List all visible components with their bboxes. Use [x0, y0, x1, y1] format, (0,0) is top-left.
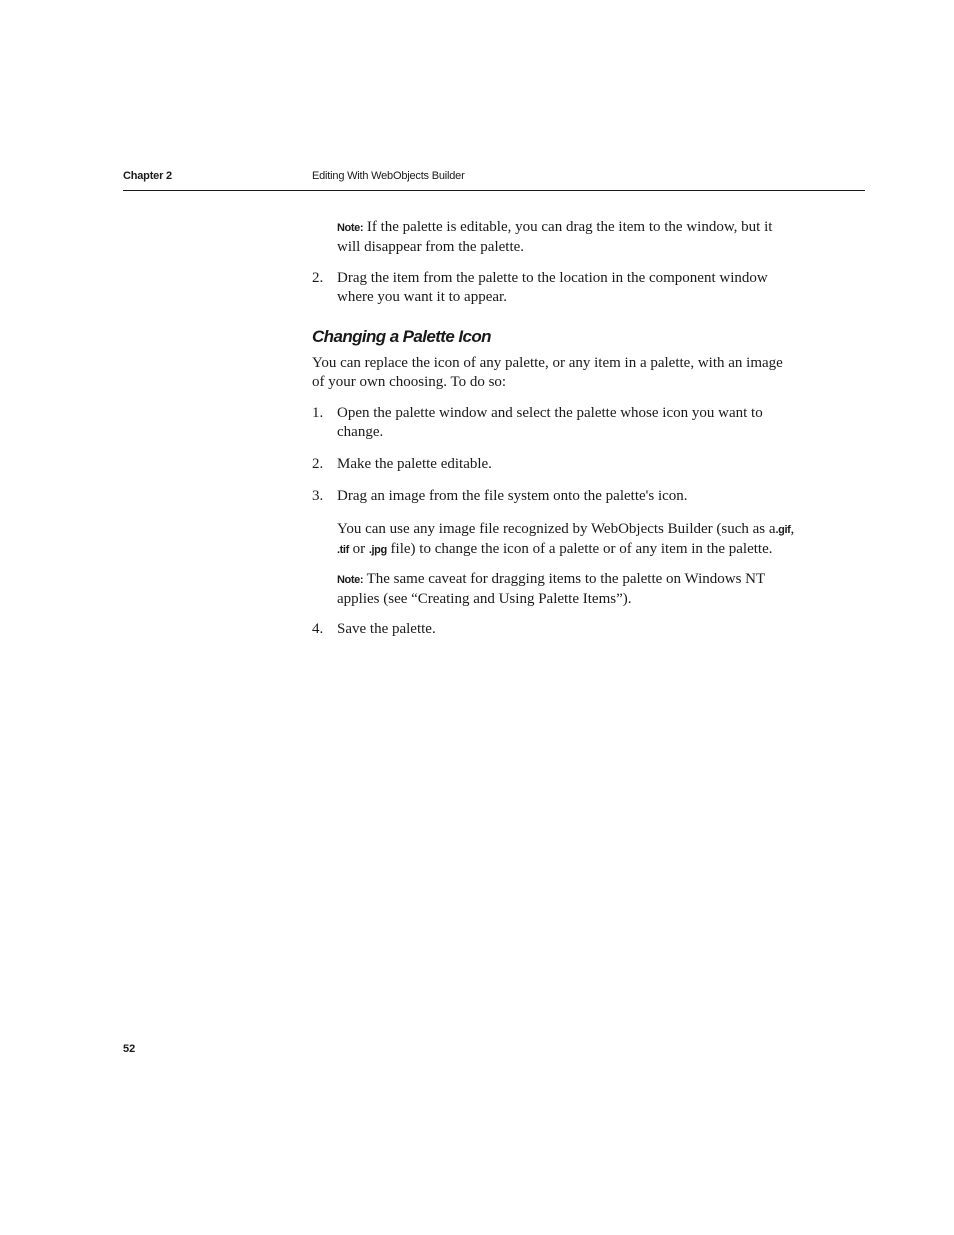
- step-number: 4.: [312, 621, 324, 637]
- step-text: Save the palette.: [337, 621, 436, 637]
- step-text: Drag an image from the file system onto the palette's icon.: [337, 488, 688, 504]
- note-paragraph: [337, 570, 797, 609]
- running-header-title: Editing With WebObjects Builder: [312, 170, 465, 182]
- tif-extension: .tif: [337, 544, 349, 556]
- step-text: Make the palette editable.: [337, 456, 492, 472]
- note-text: If the palette is editable, you can drag the item to the window, but it will disappear from the palette.: [337, 219, 773, 255]
- note-label: Note:: [337, 574, 364, 586]
- section-heading: Changing a Palette Icon: [312, 327, 491, 346]
- section-intro: You can replace the icon of any palette, or any item in a palette, with an image of your own choosing. To do so:: [312, 355, 783, 390]
- note-paragraph: [337, 218, 797, 257]
- step-number: 2.: [312, 270, 324, 286]
- image-file-paragraph: [337, 520, 797, 560]
- page-number: 52: [123, 1043, 136, 1055]
- step-text: Open the palette window and select the palette whose icon you want to change.: [337, 405, 763, 440]
- step-number: 1.: [312, 405, 324, 421]
- step-number: 3.: [312, 488, 324, 504]
- step-text: Drag the item from the palette to the location in the component window where you want it to appear.: [337, 270, 768, 305]
- image-para-text: You can use any image file recognized by WebObjects Builder (such as a: [337, 521, 776, 537]
- step-number: 2.: [312, 456, 324, 472]
- chapter-label: Chapter 2: [123, 170, 172, 182]
- jpg-extension: .jpg: [368, 544, 387, 556]
- header-rule: [123, 190, 865, 191]
- note-text: The same caveat for dragging items to the palette on Windows NT applies (see “Creating and Using Palette Items”).: [337, 571, 765, 607]
- or-text: or: [348, 541, 369, 557]
- image-para-text-end: file) to change the icon of a palette or of any item in the palette.: [386, 541, 773, 557]
- comma: ,: [790, 521, 795, 537]
- note-label: Note:: [337, 222, 364, 234]
- gif-extension: .gif: [775, 524, 791, 536]
